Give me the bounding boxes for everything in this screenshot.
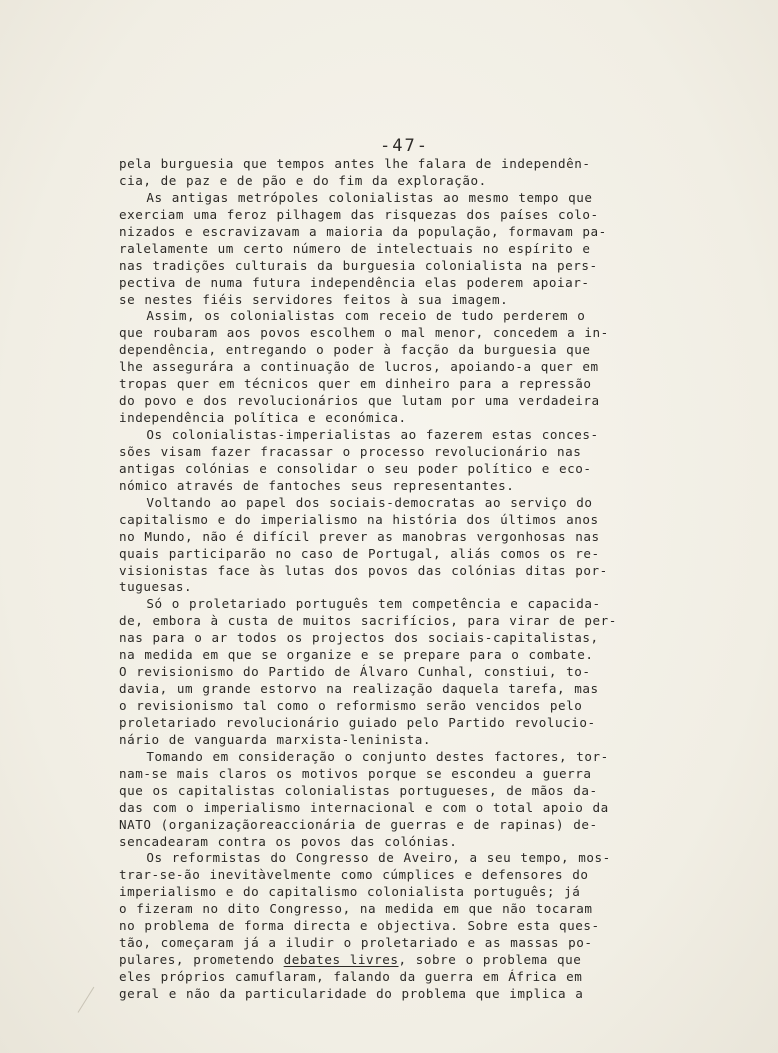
body-text [119,156,709,1003]
text-line: O revisionismo do Partido de Álvaro Cunhal, constiui, to- [119,664,591,680]
text-line: Assim, os colonialistas com receio de tudo perderem o [119,308,586,324]
text-line: capitalismo e do imperialismo na história dos últimos anos [119,511,599,527]
text-line: nário de vanguarda marxista-leninista. [119,731,432,747]
text-line: Os reformistas do Congresso de Aveiro, a seu tempo, mos- [119,850,611,866]
text-line: antigas colónias e consolidar o seu poder político e eco- [119,460,592,476]
text-line: proletariado revolucionário guiado pelo Partido revolucio- [119,714,596,730]
text-line: eles próprios camuflaram, falando da guerra em África em [119,969,583,984]
text-line: na medida em que se organize e se prepare para o combate. [119,647,594,663]
text-line: tuguesas. [119,579,193,595]
text-segment: pulares, prometendo [119,952,284,968]
text-line: nómico através de fantoches seus representantes. [119,477,515,493]
text-line: lhe assegurára a continuação de lucros, apoiando-a quer em [119,359,599,375]
text-line: no problema de forma directa e objectiva. Sobre esta ques- [119,918,600,934]
text-line: ralelamente um certo número de intelectuais no espírito e [119,240,591,256]
text-line: Os colonialistas-imperialistas ao fazerem estas conces- [119,427,599,442]
text-line: imperialismo e do capitalismo colonialista português; já [119,884,581,900]
text-line: do povo e dos revolucionários que lutam por uma verdadeira [119,393,600,409]
text-line: se nestes fiéis servidores feitos à sua imagem. [119,291,509,307]
text-line: que os capitalistas colonialistas portugueses, de mãos da- [119,782,598,798]
text-line: dependência, entregando o poder à facção da burguesia que [119,342,591,358]
text-line: exerciam uma feroz pilhagem das risquezas dos países colo- [119,206,599,222]
text-line: davia, um grande estorvo na realização daquela tarefa, mas [119,681,599,697]
text-line: independência política e económica. [119,410,407,426]
text-line: nam-se mais claros os motivos porque se escondeu a guerra [119,765,592,781]
text-line: geral e não da particularidade do problema que implica a [119,985,584,1001]
text-line: trar-se-ão inevitàvelmente como cúmplices e defensores do [119,867,589,883]
text-line: no Mundo, não é difícil prever as manobras vergonhosas nas [119,528,600,544]
text-line: o revisionismo tal como o reformismo serão vencidos pelo [119,698,583,713]
text-line: pectiva de numa futura independência elas poderem apoiar- [119,274,590,290]
text-line: pela burguesia que tempos antes lhe falara de independên- [119,156,591,171]
text-line: tão, começaram já a iludir o proletariado e as massas po- [119,935,593,951]
text-line: tropas quer em técnicos quer em dinheiro para a repressão [119,376,592,392]
underlined-phrase: debates livres [283,952,399,968]
text-line: nas para o ar todos os projectos dos sociais-capitalistas, [119,630,599,646]
text-line: cia, de paz e de pão e do fim da exploração. [119,172,487,188]
text-line: o fizeram no dito Congresso, na medida em que não tocaram [119,901,593,917]
text-line: visionistas face às lutas dos povos das colónias ditas por- [119,562,608,578]
text-line: Só o proletariado português tem competência e capacida- [119,596,601,612]
text-line: nas tradições culturais da burguesia colonialista na pers- [119,257,598,273]
text-line: de, embora à custa de muitos sacrifícios, para virar de per- [119,613,617,629]
text-line: das com o imperialismo internacional e com o total apoio da [119,799,609,815]
scan-hair-mark [78,987,95,1013]
text-line: Voltando ao papel dos sociais-democratas ao serviço do [119,494,593,510]
text-segment: , sobre o problema que [398,952,582,968]
text-line: que roubaram aos povos escolhem o mal menor, concedem a in- [119,325,609,341]
text-line-with-underline [119,952,709,969]
text-line: As antigas metrópoles colonialistas ao mesmo tempo que [119,189,593,205]
text-line: sencadearam contra os povos das colónias. [119,833,458,849]
text-line: quais participarão no caso de Portugal, aliás comos os re- [119,545,600,561]
text-line: Tomando em consideração o conjunto destes factores, tor- [119,748,609,764]
text-line: sões visam fazer fracassar o processo revolucionário nas [119,443,582,459]
page-number: -47- [380,136,429,156]
text-line: nizados e escravizavam a maioria da população, formavam pa- [119,223,607,239]
text-line: NATO (organizaçãoreaccionária de guerras e de rapinas) de- [119,816,598,832]
